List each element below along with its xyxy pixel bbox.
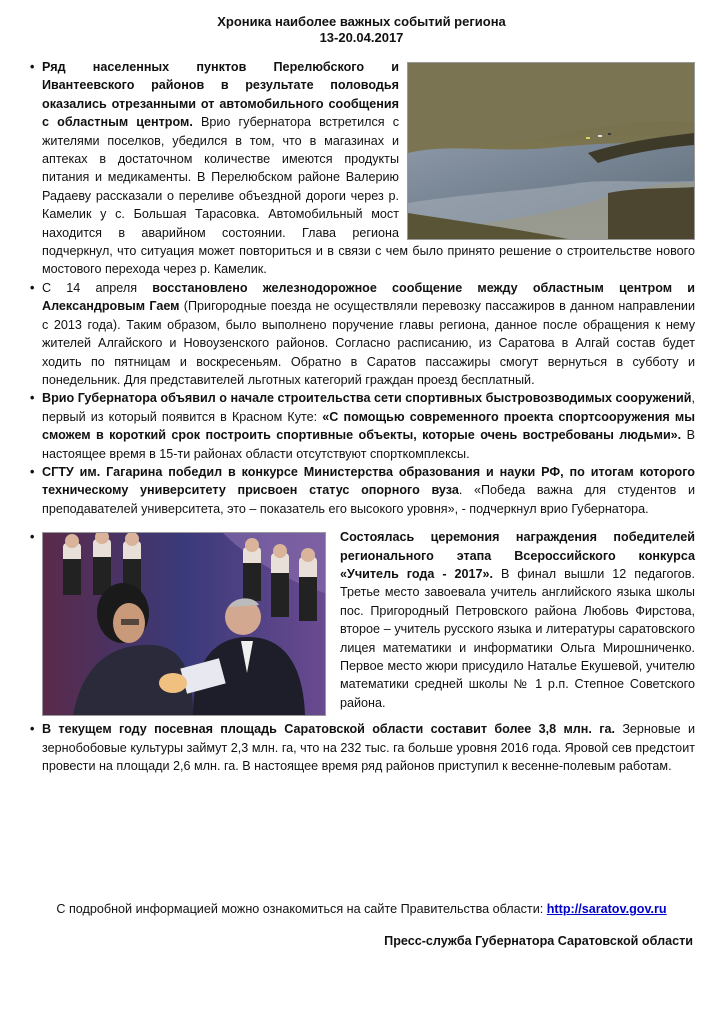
bullet-marker: • (30, 722, 35, 737)
news-item-teacher-wrap (30, 528, 695, 720)
news-headline: Состоялась церемония награждения победителей регионального этапа Всероссийского конкурса «Учитель года - 2017». (340, 530, 695, 581)
news-body: В финал вышли 12 педагогов. Третье место завоевала учитель английского языка школы пос. Пригородный Петровского района Любовь Фирстова, второе – учитель русского языка и литературы саратовского лицея математики и информатики Ольга Мирошниченко. Первое место жюри присудило Наталье Екушевой, учителю математики средней школы № 1 р.п. Степное Советского района. (340, 566, 695, 710)
news-item-railway (30, 279, 695, 389)
news-headline: СГТУ им. Гагарина победил в конкурсе Министерства образования и науки РФ, по итогам которого техническому университету присвоен статус опорного вуза (42, 464, 695, 498)
news-body: (Пригородные поезда не осуществляли перевозку пассажиров в данном направлении с 2013 года). Таким образом, было выполнено поручение главы региона, данное после обращения к нему жителей Алгайского и Новоузенского районов. Согласно расписанию, из Саратова в Алгай состав будет ходить по пятницам и воскресеньям. Обратно в Саратов пассажиры смогут вернуться в субботу и понедельник. Для представителей льготных категорий граждан проезд бесплатный. (42, 299, 695, 387)
news-item-agriculture (30, 720, 695, 775)
news-item-teacher (30, 528, 695, 712)
news-headline: восстановлено железнодорожное сообщение между областным центром и Александровым Гаем (42, 280, 695, 314)
government-site-link[interactable]: http://saratov.gov.ru (546, 902, 667, 916)
news-body: . «Победа важна для студентов и преподавателей университета, это – показатель его высокого уровня», - подчеркнул врио Губернатора. (42, 483, 695, 516)
news-body: Зерновые и зернобобовые культуры займут 2,3 млн. га, что на 232 тыс. га больше уровня 2016 года. Яровой сев предстоит провести на площади 2,6 млн. га. В настоящее время ряд районов приступил к весенне-полевым работам. (42, 722, 695, 773)
news-item-sports (30, 389, 695, 463)
footer-note-text: С подробной информацией можно ознакомиться на сайте Правительства области: (56, 902, 544, 916)
footer-note (0, 902, 723, 916)
news-body: Врио губернатора встретился с жителями поселков, убедился в том, что в магазинах и аптеках в достаточном количестве имеются продукты питания и медикаменты. В Перелюбском районе Валерию Радаеву рассказали о переливе объездной дороги через р. Камелик у с. Большая Тарасовка. Автомобильный мост находится в аварийном состоянии. Глава региона подчеркнул, что ситуация может повториться и в связи с чем было принято решение о строительстве нового мостового перехода через р. Камелик. (42, 115, 695, 277)
news-lead: С 14 апреля (42, 280, 153, 295)
bullet-marker: • (30, 280, 35, 295)
news-list (30, 58, 695, 775)
news-quote: «С помощью современного проекта спортсооружения мы сможем в короткий срок построить спортивные объекты, которые очень востребованы людьми». (42, 409, 695, 443)
document-header (0, 14, 723, 46)
bullet-marker: • (30, 464, 35, 479)
news-headline: Врио Губернатора объявил о начале строительства сети спортивных быстровозводимых сооружений (42, 391, 692, 406)
document-dates: 13-20.04.2017 (319, 30, 404, 45)
document-title: Хроника наиболее важных событий региона (217, 14, 506, 29)
bullet-marker: • (30, 391, 35, 406)
news-headline: В текущем году посевная площадь Саратовской области составит более 3,8 млн. га. (42, 722, 615, 737)
news-body: , первый из который появится в Красном Куте: (42, 391, 695, 424)
news-item-university (30, 463, 695, 518)
flood-photo (407, 62, 695, 240)
news-body-end: В настоящее время в 15-ти районах области отсутствуют спорткомплексы. (42, 428, 695, 461)
press-service-signature: Пресс-служба Губернатора Саратовской области (384, 934, 693, 948)
news-item-flood (30, 58, 695, 279)
news-headline: Ряд населенных пунктов Перелюбского и Ивантеевского районов в результате половодья оказались отрезанными от автомобильного сообщения с областным центром. (42, 60, 399, 130)
bullet-marker: • (30, 60, 35, 74)
bullet-marker: • (30, 530, 35, 545)
